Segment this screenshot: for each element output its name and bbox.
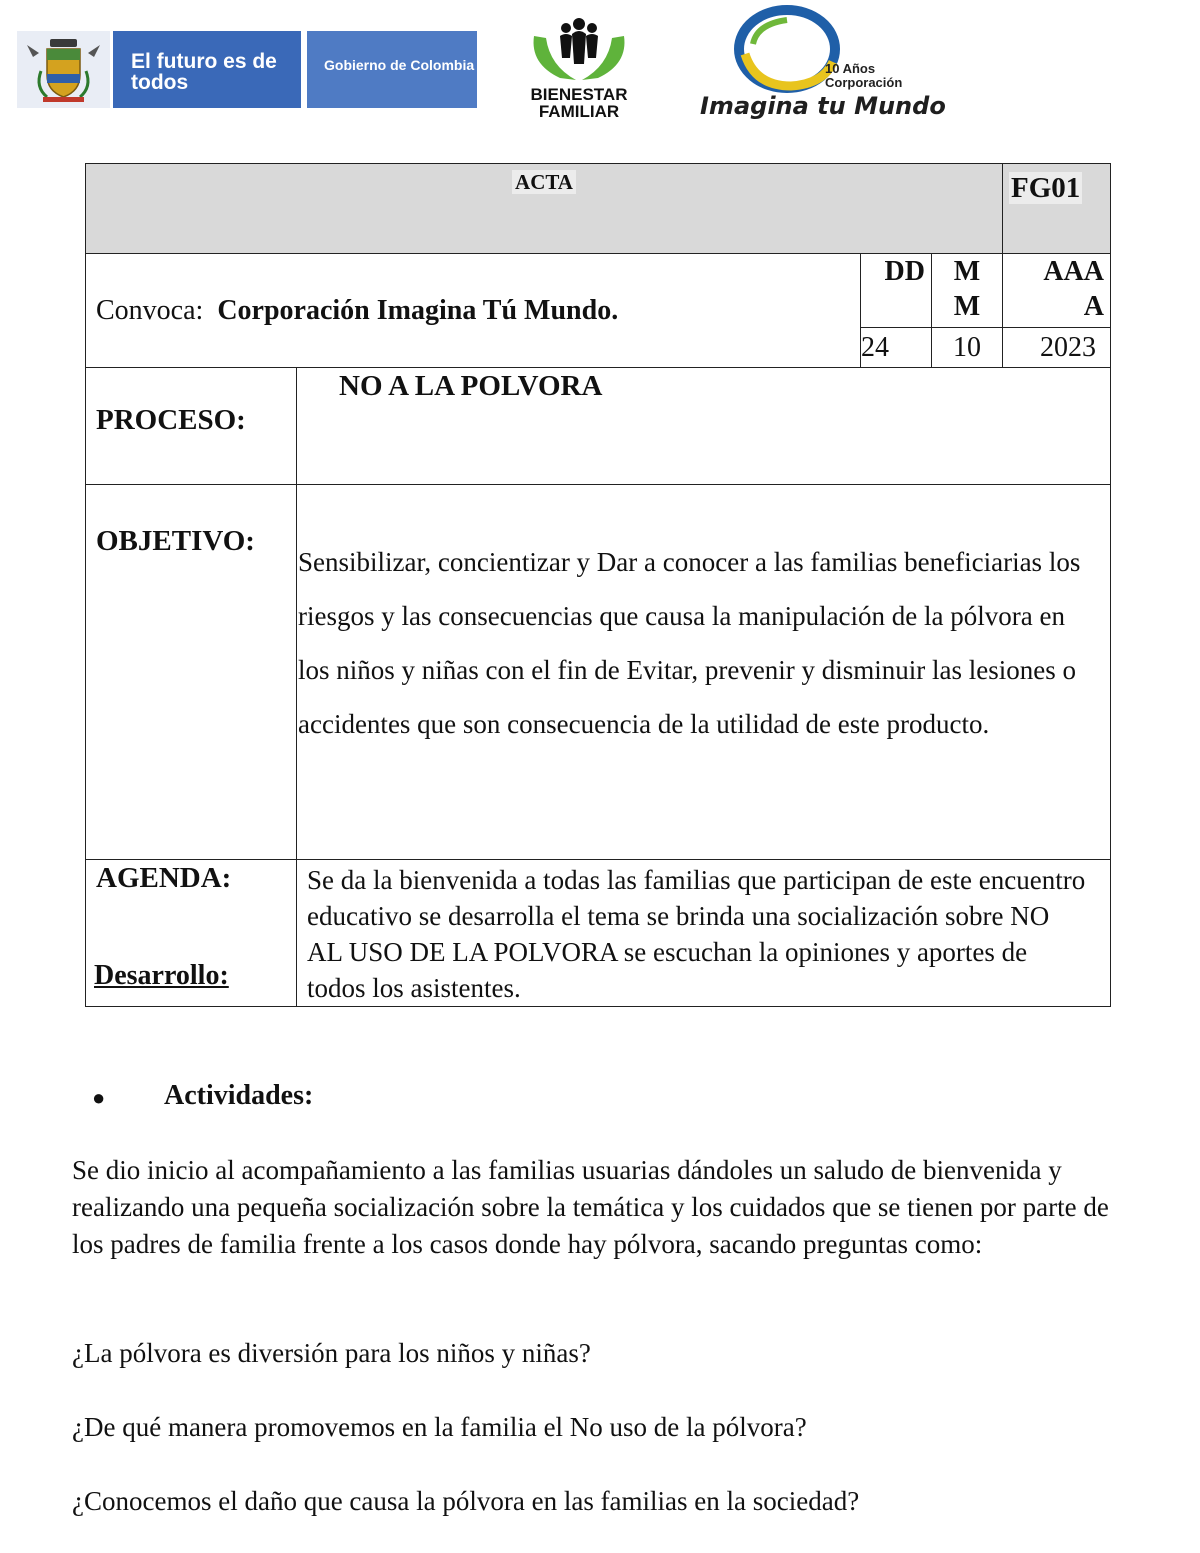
form-code-cell — [1003, 164, 1111, 254]
convoca-value: Corporación Imagina Tú Mundo. — [217, 294, 619, 326]
day-header — [861, 254, 932, 328]
month-value: 10 — [932, 328, 1003, 368]
convoca-row — [86, 254, 1111, 328]
form-code: FG01 — [1011, 172, 1081, 204]
family-hands-icon — [520, 18, 638, 84]
day-value: 24 — [861, 328, 932, 368]
convoca-label: Convoca: — [96, 294, 204, 326]
objetivo-text: Sensibilizar, concientizar y Dar a conocer a las familias beneficiarias los riesgos y las consecuencias que causa la manipulación de la pólvora en los niños y niñas con el fin de Evitar, prevenir y disminuir las lesiones o accidentes que son consecuencia de la utilidad de este producto. — [297, 485, 1111, 860]
agenda-row — [86, 860, 1111, 1007]
agenda-text: Se da la bienvenida a todas las familias que participan de este encuentro educativo se desarrolla el tema se brinda una socialización sobre NO AL USO DE LA POLVORA se escuchan la opiniones y aportes de todos los asistentes. — [297, 860, 1111, 1007]
actividades-heading-line — [92, 1080, 313, 1112]
month-header-line-2: M — [953, 291, 981, 322]
acta-table — [85, 163, 1111, 1007]
objetivo-label: OBJETIVO: — [86, 485, 297, 860]
header-logos — [0, 0, 1200, 150]
acta-title: ACTA — [512, 170, 576, 194]
imagina-logo-text: Imagina tu Mundo — [700, 92, 946, 120]
bienestar-familiar-logo — [520, 18, 638, 123]
bullet-icon: ● — [92, 1084, 106, 1110]
question-2: ¿De qué manera promovemos en la familia el No uso de la pólvora? — [72, 1412, 807, 1442]
bienestar-logo-text: BIENESTAR FAMILIAR — [530, 85, 628, 121]
el-futuro-logo-text: El futuro es de todos — [113, 31, 301, 108]
objetivo-row — [86, 485, 1111, 860]
actividades-paragraph: Se dio inicio al acompañamiento a las familias usuarias dándoles un saludo de bienvenida y realizando una pequeña socialización sobre la temática y los cuidados que se tienen por parte de los padres de familia frente a los casos donde hay pólvora, sacando preguntas como: — [72, 1155, 1109, 1259]
question-3: ¿Conocemos el daño que causa la pólvora en las familias en la sociedad? — [72, 1486, 860, 1516]
question-1: ¿La pólvora es diversión para los niños y niñas? — [72, 1338, 591, 1368]
convoca-cell — [86, 254, 861, 368]
gobierno-logo-strip — [17, 31, 477, 108]
imagina-tu-mundo-logo — [695, 4, 946, 129]
colombia-seal-logo — [17, 31, 110, 108]
coat-of-arms-icon — [17, 31, 110, 108]
acta-title-cell — [86, 164, 1003, 254]
month-header — [932, 254, 1003, 328]
proceso-label: PROCESO: — [86, 368, 297, 485]
year-header — [1003, 254, 1111, 328]
year-header-line-2: A — [1083, 291, 1105, 322]
aniversario-text: 10 Años Corporación — [825, 61, 903, 90]
proceso-row — [86, 368, 1111, 485]
year-header-line-1: AAA — [1043, 256, 1105, 287]
desarrollo-heading: Desarrollo: — [94, 960, 229, 991]
day-header-text: DD — [884, 256, 925, 287]
year-value: 2023 — [1003, 328, 1111, 368]
gobierno-logo-text: Gobierno de Colombia — [307, 31, 477, 108]
proceso-value: NO A LA POLVORA — [297, 368, 1111, 485]
acta-header-row — [86, 164, 1111, 254]
actividades-heading: Actividades: — [164, 1080, 314, 1111]
agenda-label: AGENDA: — [86, 860, 297, 1007]
month-header-line-1: M — [953, 256, 981, 287]
